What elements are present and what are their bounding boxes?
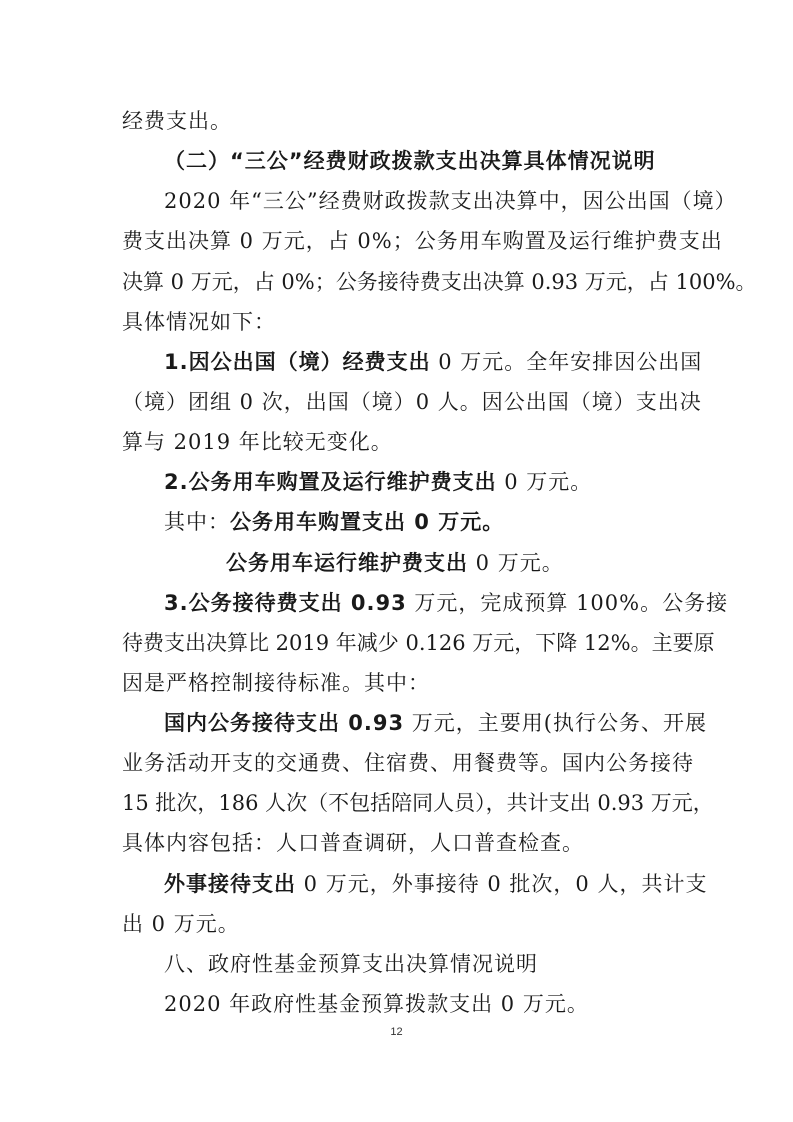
paragraph-line (122, 268, 757, 296)
line-text: （二）“三公”经费财政拨款支出决算具体情况说明 (164, 149, 656, 173)
paragraph-line (122, 428, 682, 456)
line-text: 八、政府性基金预算支出决算情况说明 (164, 952, 538, 976)
line-text: 待费支出决算比 2019 年减少 0.126 万元，下降 12%。主要原 (122, 631, 715, 655)
line-text: 2020 年“三公”经费财政拨款支出决算中，因公出国（境） (164, 189, 737, 213)
line-text: 15 批次，186 人次（不包括陪同人员），共计支出 0.93 万元， (122, 791, 714, 815)
subheading-text: 2.公务用车购置及运行维护费支出 (164, 470, 497, 494)
line-text: （境）团组 0 次，出国（境）0 人。因公出国（境）支出决 (122, 390, 702, 414)
paragraph-line (122, 829, 682, 857)
line-text: 0 万元，外事接待 0 批次，0 人，共计支 (296, 872, 708, 896)
subheading-text: 公务用车购置支出 0 万元。 (230, 510, 505, 534)
section-heading (164, 950, 682, 978)
line-text: 2020 年政府性基金预算拨款支出 0 万元。 (164, 992, 589, 1016)
line-text: 0 万元。全年安排因公出国 (430, 350, 703, 374)
paragraph-line (122, 629, 715, 657)
line-text: 万元，主要用(执行公务、开展 (404, 711, 707, 735)
paragraph-line (122, 107, 682, 135)
line-text: 具体情况如下： (122, 310, 276, 334)
line-text: 万元，完成预算 100%。公务接 (406, 591, 729, 615)
paragraph-line (164, 990, 682, 1018)
paragraph-line (164, 508, 682, 536)
subheading-text: 3.公务接待费支出 0.93 (164, 591, 407, 615)
paragraph-line (122, 669, 682, 697)
line-text: 业务活动开支的交通费、住宿费、用餐费等。国内公务接待 (122, 751, 694, 775)
paragraph-line (122, 388, 702, 416)
line-text: 因是严格控制接待标准。其中： (122, 671, 430, 695)
paragraph-line (164, 348, 703, 376)
line-text: 0 万元。 (468, 551, 564, 575)
paragraph-line (164, 589, 729, 617)
section-heading (164, 147, 682, 175)
line-text: 出 0 万元。 (122, 912, 240, 936)
paragraph-line (122, 749, 694, 777)
paragraph-line (164, 870, 708, 898)
paragraph-line (122, 308, 682, 336)
paragraph-line (122, 227, 723, 255)
page-number: 12 (390, 1026, 403, 1038)
subheading-text: 外事接待支出 (164, 872, 296, 896)
paragraph-line (164, 709, 707, 737)
line-text: 具体内容包括：人口普查调研，人口普查检查。 (122, 831, 584, 855)
subheading-text: 国内公务接待支出 0.93 (164, 711, 405, 735)
paragraph-line (122, 789, 714, 817)
paragraph-line (122, 910, 682, 938)
paragraph-line (164, 468, 682, 496)
subheading-text: 1.因公出国（境）经费支出 (164, 350, 431, 374)
paragraph-line (226, 549, 682, 577)
line-text: 经费支出。 (122, 109, 232, 133)
line-text: 其中： (164, 510, 230, 534)
line-text: 0 万元。 (496, 470, 593, 494)
paragraph-line (164, 187, 737, 215)
line-text: 算与 2019 年比较无变化。 (122, 430, 393, 454)
subheading-text: 公务用车运行维护费支出 (226, 551, 468, 575)
line-text: 费支出决算 0 万元，占 0%；公务用车购置及运行维护费支出 (122, 229, 723, 253)
line-text: 决算 0 万元，占 0%；公务接待费支出决算 0.93 万元，占 100%。 (122, 270, 757, 294)
